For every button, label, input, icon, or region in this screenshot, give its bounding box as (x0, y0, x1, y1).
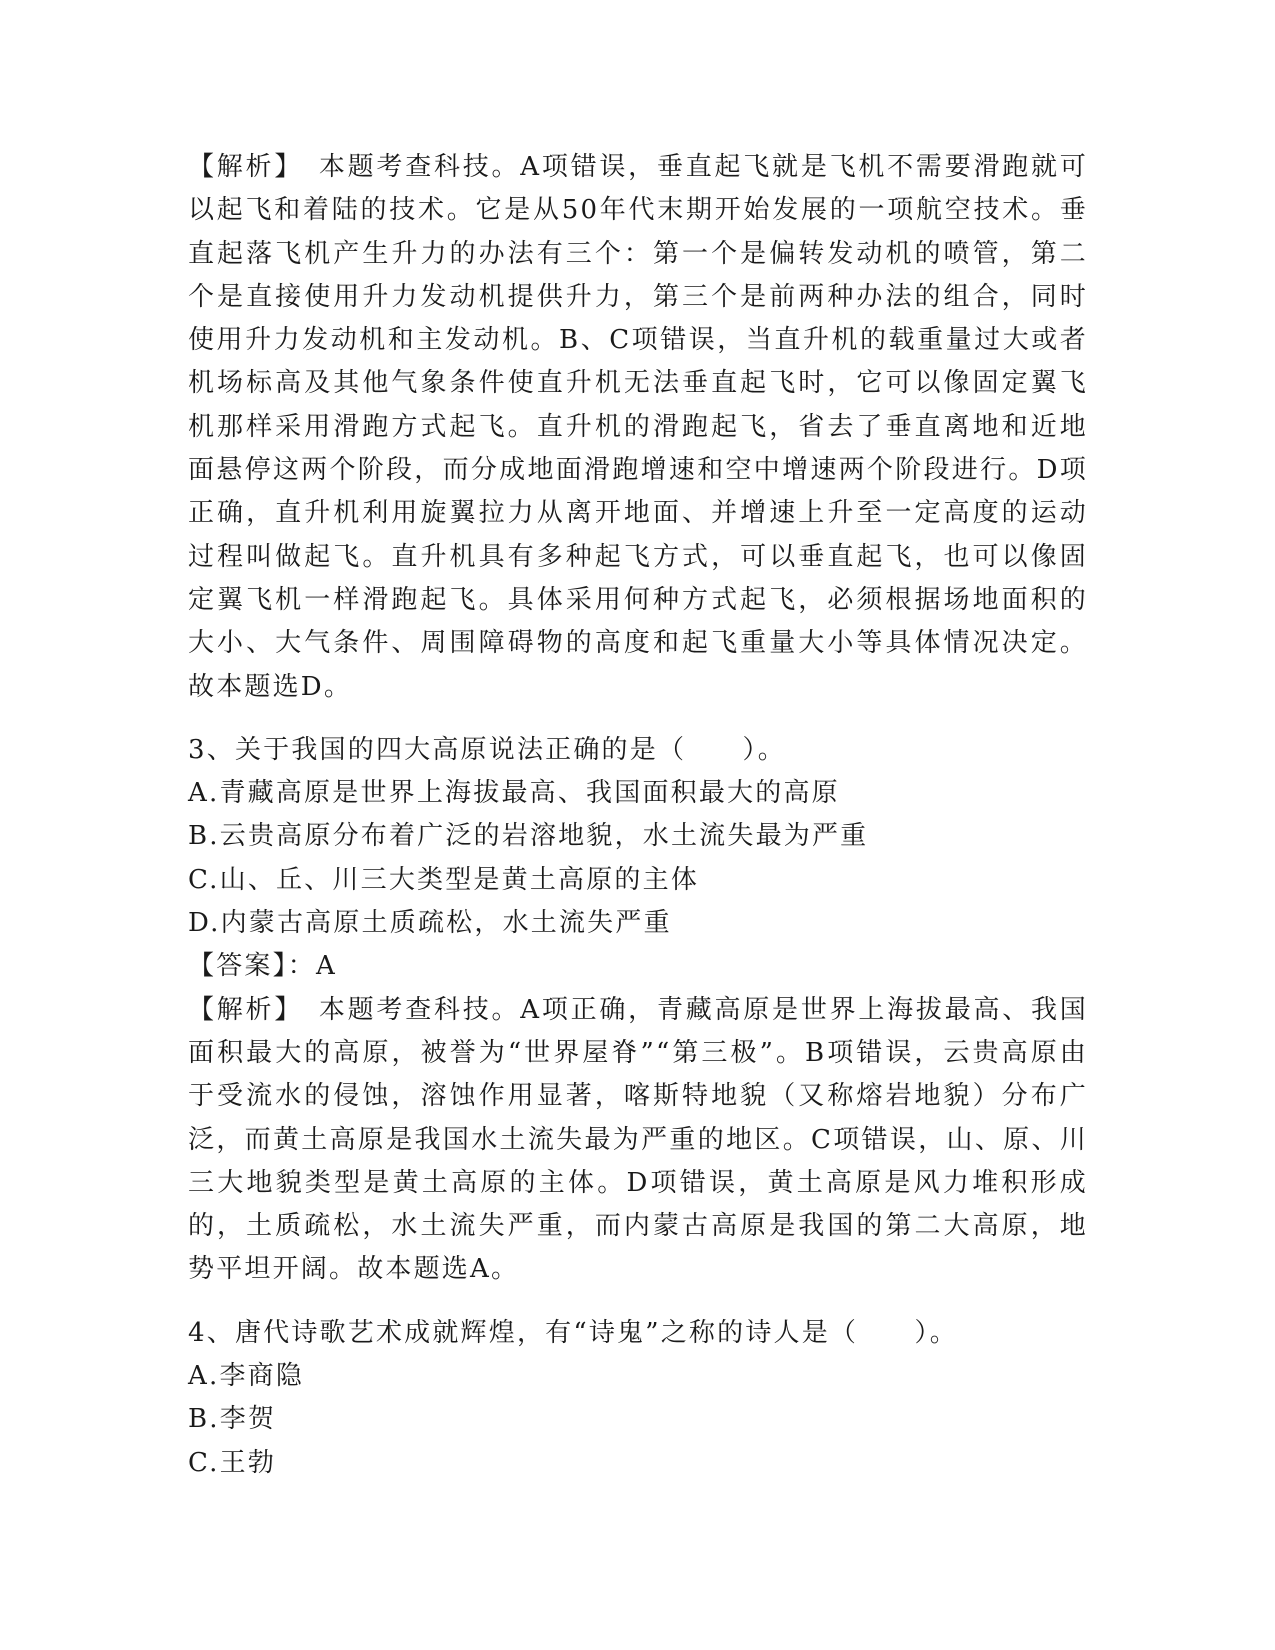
paragraph-gap (188, 1292, 1088, 1312)
question-3-stem: 3、关于我国的四大高原说法正确的是（ ）。 (188, 734, 786, 765)
question-4-option-b: B.李贺 (188, 1404, 277, 1435)
question-3-option-d: D.内蒙古高原土质疏松，水土流失严重 (188, 908, 672, 939)
analysis-paragraph-q2: 【解析】 本题考查科技。A项错误，垂直起飞就是飞机不需要滑跑就可以起飞和着陆的技术。它是从50年代末期开始发展的一项航空技术。垂直起落飞机产生升力的办法有三个：第一个是偏转发动机的喷管，第二个是直接使用升力发动机提供升力，第三个是前两种办法的组合，同时使用升力发动机和主发动机。B、C项错误，当直升机的载重量过大或者机场标高及其他气象条件使直升机无法垂直起飞时，它可以像固定翼飞机那样采用滑跑方式起飞。直升机的滑跑起飞，省去了垂直离地和近地面悬停这两个阶段，而分成地面滑跑增速和空中增速两个阶段进行。D项正确，直升机利用旋翼拉力从离开地面、并增速上升至一定高度的运动过程叫做起飞。直升机具有多种起飞方式，可以垂直起飞，也可以像固定翼飞机一样滑跑起飞。具体采用何种方式起飞，必须根据场地面积的大小、大气条件、周围障碍物的高度和起飞重量大小等具体情况决定。故本题选D。 (188, 152, 1088, 702)
question-4 (188, 1312, 1088, 1485)
page-content (188, 146, 1088, 1485)
question-3-answer: 【答案】：A (188, 951, 337, 982)
paragraph-gap (188, 709, 1088, 729)
question-4-option-c: C.王勃 (188, 1447, 277, 1478)
question-3-analysis: 【解析】 本题考查科技。A项正确，青藏高原是世界上海拔最高、我国面积最大的高原，被誉为“世界屋脊”“第三极”。B项错误，云贵高原由于受流水的侵蚀，溶蚀作用显著，喀斯特地貌（又称熔岩地貌）分布广泛，而黄土高原是我国水土流失最为严重的地区。C项错误，山、原、川三大地貌类型是黄土高原的主体。D项错误，黄土高原是风力堆积形成的，土质疏松，水土流失严重，而内蒙古高原是我国的第二大高原，地势平坦开阔。故本题选A。 (188, 994, 1088, 1285)
question-3-option-c: C.山、丘、川三大类型是黄土高原的主体 (188, 864, 700, 895)
question-4-option-a: A.李商隐 (188, 1361, 305, 1392)
question-3 (188, 729, 1088, 1292)
question-3-option-b: B.云贵高原分布着广泛的岩溶地貌，水土流失最为严重 (188, 821, 869, 852)
question-4-stem: 4、唐代诗歌艺术成就辉煌，有“诗鬼”之称的诗人是（ ）。 (188, 1317, 958, 1348)
question-3-option-a: A.青藏高原是世界上海拔最高、我国面积最大的高原 (188, 778, 840, 809)
